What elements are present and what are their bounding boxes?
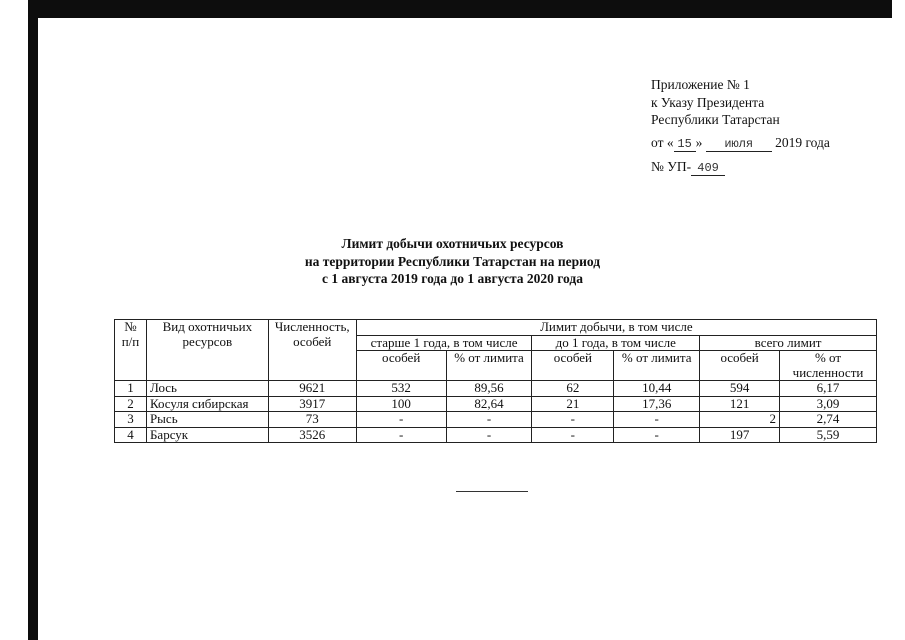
row-total-pct: 2,74 [780, 412, 877, 428]
date-suffix: 2019 года [775, 134, 830, 150]
scan-border-left [28, 0, 38, 640]
row-young-pct: 17,36 [614, 396, 700, 412]
table-row [115, 427, 877, 443]
number-value: 409 [691, 162, 725, 176]
appendix-block [651, 76, 830, 176]
row-population: 3917 [268, 396, 356, 412]
date-day: 15 [674, 138, 696, 152]
row-older-individuals: 100 [356, 396, 446, 412]
row-num: 4 [115, 427, 147, 443]
appendix-line-2: к Указу Президента [651, 94, 765, 110]
title-line-3: с 1 августа 2019 года до 1 августа 2020 года [321, 271, 583, 286]
row-total-individuals: 594 [700, 381, 780, 397]
row-young-pct: - [614, 412, 700, 428]
row-older-individuals: - [356, 427, 446, 443]
limits-table [114, 319, 877, 443]
header-older: старше 1 года, в том числе [356, 335, 532, 351]
row-older-pct: 82,64 [446, 396, 532, 412]
appendix-number [651, 158, 830, 176]
appendix-line-1: Приложение № 1 [651, 77, 750, 92]
row-total-pct: 5,59 [780, 427, 877, 443]
row-young-pct: 10,44 [614, 381, 700, 397]
row-species: Рысь [146, 412, 268, 428]
date-mid: » [695, 134, 703, 150]
header-young-pct: % от лимита [614, 351, 700, 381]
appendix-date [651, 134, 830, 152]
header-older-pct: % от лимита [446, 351, 532, 381]
header-species: Вид охотничьих ресурсов [146, 320, 268, 381]
scan-border-right [889, 0, 892, 18]
date-month: июля [706, 138, 772, 152]
title-line-1: Лимит добычи охотничьих ресурсов [341, 236, 564, 251]
header-row-1 [115, 320, 877, 336]
header-total-pct: % от численности [780, 351, 877, 381]
row-older-pct: - [446, 412, 532, 428]
appendix-line-3: Республики Татарстан [651, 112, 780, 127]
row-young-individuals: - [532, 412, 614, 428]
header-older-individuals: особей [356, 351, 446, 381]
row-young-individuals: 21 [532, 396, 614, 412]
row-older-pct: 89,56 [446, 381, 532, 397]
row-population: 73 [268, 412, 356, 428]
row-species: Барсук [146, 427, 268, 443]
scan-border-top [28, 0, 892, 18]
row-total-pct: 3,09 [780, 396, 877, 412]
header-total: всего лимит [700, 335, 877, 351]
title-line-2: на территории Республики Татарстан на период [304, 253, 601, 269]
row-species: Лось [146, 381, 268, 397]
row-young-individuals: - [532, 427, 614, 443]
table-row [115, 396, 877, 412]
row-older-individuals: 532 [356, 381, 446, 397]
row-young-individuals: 62 [532, 381, 614, 397]
row-total-pct: 6,17 [780, 381, 877, 397]
table-row [115, 381, 877, 397]
row-num: 1 [115, 381, 147, 397]
row-young-pct: - [614, 427, 700, 443]
header-younger: до 1 года, в том числе [532, 335, 700, 351]
table-row [115, 412, 877, 428]
number-prefix: № УП- [651, 158, 692, 174]
row-species: Косуля сибирская [146, 396, 268, 412]
row-older-pct: - [446, 427, 532, 443]
header-num: № п/п [115, 320, 147, 381]
end-divider [456, 491, 528, 492]
row-total-individuals: 2 [700, 412, 780, 428]
row-total-individuals: 197 [700, 427, 780, 443]
row-population: 3526 [268, 427, 356, 443]
header-young-individuals: особей [532, 351, 614, 381]
row-num: 2 [115, 396, 147, 412]
header-total-individuals: особей [700, 351, 780, 381]
header-population: Численность, особей [268, 320, 356, 381]
row-older-individuals: - [356, 412, 446, 428]
row-population: 9621 [268, 381, 356, 397]
row-num: 3 [115, 412, 147, 428]
document-title [0, 235, 905, 288]
row-total-individuals: 121 [700, 396, 780, 412]
header-limit-group: Лимит добычи, в том числе [356, 320, 876, 336]
date-prefix: от « [651, 134, 674, 150]
